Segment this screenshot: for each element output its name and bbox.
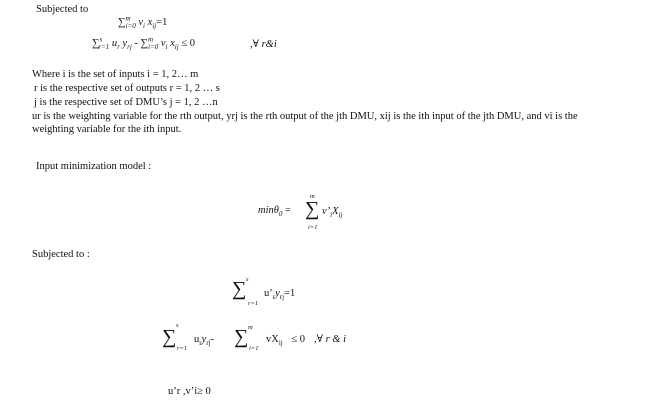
sum-lower-limit: r=1 <box>177 345 188 352</box>
term-y: y <box>275 288 280 299</box>
sum-symbol: ∑ <box>118 17 126 28</box>
sum-upper-limit-2: m <box>248 324 253 331</box>
definition-line-3: j is the respective set of DMU’s j = 1, 2 …n <box>34 97 218 108</box>
term-v: v <box>138 17 144 28</box>
constraint-2-rhs: ≤ 0 <box>181 38 195 49</box>
constraint-4-forall: ,∀ r & i <box>314 334 347 345</box>
term-y-sub: rj <box>127 43 132 52</box>
term-x-sub: ij <box>174 43 179 52</box>
constraint-2-forall: ,∀ r&i <box>250 39 277 50</box>
term-u-sub: r <box>199 339 202 348</box>
sum-symbol-2: ∑ <box>140 38 149 49</box>
equals-sign: = <box>285 205 291 216</box>
term-v-prime: v’ <box>322 206 331 217</box>
sum-upper-limit: m <box>125 14 131 23</box>
input-model-heading: Input minimization model : <box>36 161 152 172</box>
term-v: v <box>160 38 166 49</box>
sum-symbol: ∑ <box>305 198 320 220</box>
objective-lhs: minθ <box>258 205 279 216</box>
constraint-1 <box>118 14 168 31</box>
term-u-sub: r <box>117 43 120 52</box>
term-x-sub: ij <box>152 22 157 31</box>
term-x: x <box>170 38 175 49</box>
term-u: u <box>194 334 200 345</box>
minus-sign: - <box>210 334 215 345</box>
sum-lower-limit-2: i=0 <box>148 43 159 52</box>
term-y: y <box>201 334 207 345</box>
sum-symbol: ∑ <box>232 278 247 300</box>
term-v-sub: i <box>143 22 145 31</box>
constraint-2 <box>92 35 195 52</box>
objective-sum <box>304 193 324 233</box>
term-y: y <box>122 38 128 49</box>
term-y-sub: rj <box>279 293 285 302</box>
term-v-prime-sub: i <box>330 211 333 220</box>
constraint-4-right <box>266 334 305 348</box>
sum-lower-limit: r=1 <box>248 300 259 307</box>
sum-upper-limit: m <box>310 193 315 200</box>
sum-upper-limit: s <box>99 35 103 44</box>
constraint-4-sum-2 <box>234 324 259 356</box>
term-u-prime: u’ <box>264 288 273 299</box>
constraint-3-body <box>264 288 296 302</box>
sum-lower-limit: i=0 <box>125 22 136 31</box>
nonnegativity-constraint: u’r ,v’i≥ 0 <box>168 386 211 397</box>
term-u: u <box>111 38 118 49</box>
subjected-to-heading: Subjected to <box>36 4 89 15</box>
sum-symbol: ∑ <box>162 326 177 348</box>
sum-upper-limit: s <box>246 276 249 283</box>
constraint-1-rhs: =1 <box>156 17 168 28</box>
constraint-4-left <box>194 334 215 348</box>
term-u-prime-sub: r <box>272 293 276 302</box>
sum-lower-limit: i=1 <box>308 224 318 231</box>
term-X-sub: ij <box>338 211 343 220</box>
sum-lower-limit-2: i=1 <box>249 345 259 352</box>
constraint-4-sum-1 <box>162 322 188 354</box>
minus-sign: - <box>134 38 138 49</box>
term-v-sub: i <box>165 43 168 52</box>
sum-symbol-2: ∑ <box>234 326 249 348</box>
constraint-4-rhs: ≤ 0 <box>291 334 305 345</box>
objective-term <box>322 206 343 220</box>
sum-symbol: ∑ <box>92 38 100 49</box>
constraint-3-rhs: =1 <box>284 288 296 299</box>
term-vX: vX <box>266 334 279 345</box>
objective-lhs-sub: 0 <box>278 210 283 219</box>
definition-line-1: Where i is the set of inputs i = 1, 2… m <box>32 69 199 80</box>
sum-upper-limit: s <box>176 322 179 329</box>
sum-upper-limit-2: m <box>148 35 154 44</box>
sum-lower-limit: r=1 <box>98 43 110 52</box>
objective-function <box>258 205 291 219</box>
term-y-sub: rj <box>206 339 211 348</box>
subjected-to-heading-2: Subjected to : <box>32 249 90 260</box>
definition-line-2: r is the respective set of outputs r = 1, 2 … s <box>34 83 220 94</box>
term-x: x <box>147 17 153 28</box>
definition-line-4: ur is the weighting variable for the rth output, yrj is the rth output of the jth DMU, xij is the ith input of the jth DMU, and vi is the weighting variable for the ith input. <box>32 111 578 135</box>
constraint-3-sum <box>232 276 259 310</box>
term-vX-sub: ij <box>278 339 283 348</box>
term-X: X <box>332 206 339 217</box>
